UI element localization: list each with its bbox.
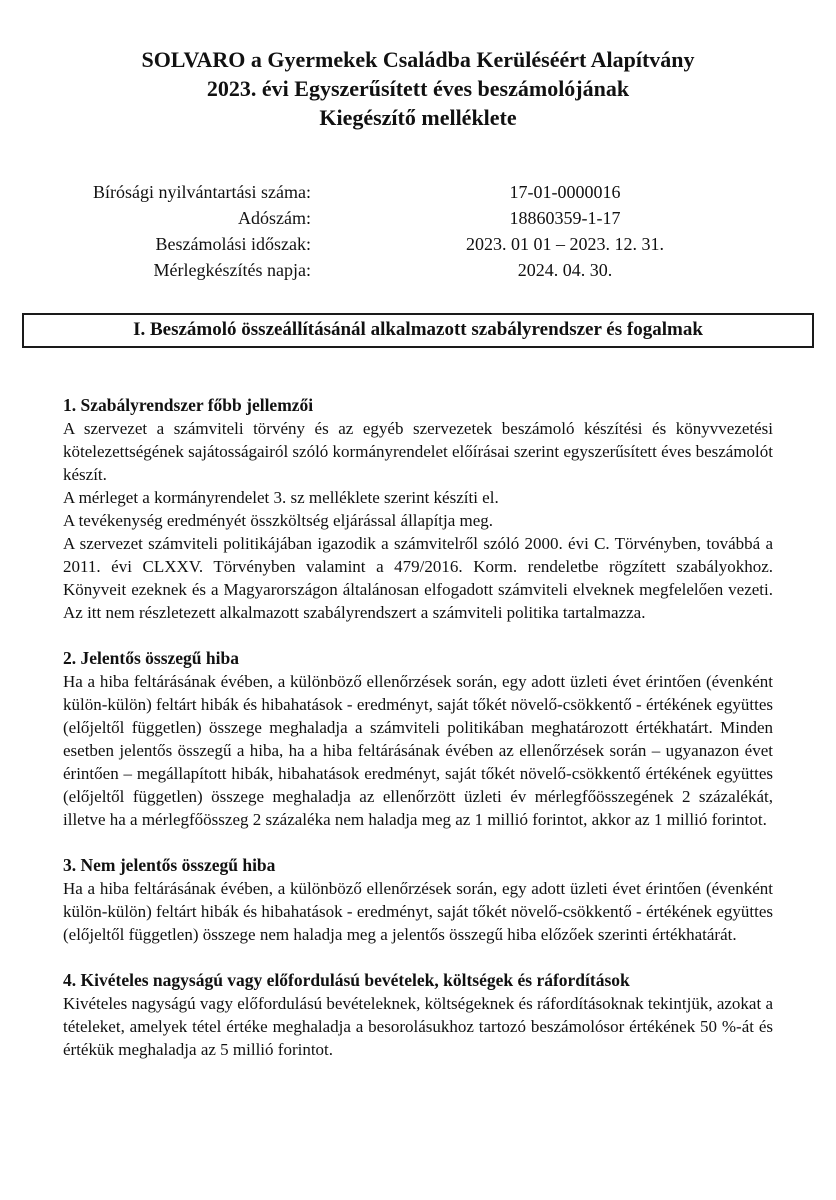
- meta-row-reporting-period: [63, 231, 773, 257]
- section-3-heading: 3. Nem jelentős összegű hiba: [63, 855, 276, 875]
- meta-value: 18860359-1-17: [509, 208, 621, 228]
- section-3-paragraph-1: Ha a hiba feltárásának évében, a különböző ellenőrzések során, egy adott üzleti évet érintően (évenként külön-külön) feltárt hibák és hibahatások - eredményt, saját tőkét növelő-csökkentő - értékének együttes (előjeltől független) összege nem haladja meg a jelentős összegű hiba előzőek szerinti értékhatárát.: [63, 879, 773, 944]
- section-1-paragraph-1: A szervezet a számviteli törvény és az egyéb szervezetek beszámoló készítési és könyvvezetési kötelezettségének sajátosságairól szóló kormányrendelet előírásai szerint egyszerűsített éves beszámolót készít.: [63, 419, 773, 484]
- title-line-1: SOLVARO a Gyermekek Családba Kerüléséért Alapítvány: [141, 47, 695, 72]
- meta-value: 2024. 04. 30.: [517, 260, 613, 280]
- meta-row-tax-number: [63, 205, 773, 231]
- meta-label: Beszámolási időszak:: [155, 234, 311, 254]
- meta-row-balance-sheet-date: [63, 257, 773, 283]
- section-3: [63, 854, 773, 946]
- section-1: [63, 394, 773, 624]
- meta-label: Adószám:: [238, 208, 311, 228]
- section-4-paragraph-1: Kivételes nagyságú vagy előfordulású bevételeknek, költségeknek és ráfordításoknak tekintjük, azokat a tételeket, amelyek tétel értéke meghaladja a besorolásukhoz tartozó beszámolósor értékének 50 %-át és értékük meghaladja az 5 millió forintot.: [63, 994, 773, 1059]
- meta-value: 17-01-0000016: [509, 182, 621, 202]
- section-2-paragraph-1: Ha a hiba feltárásának évében, a különböző ellenőrzések során, egy adott üzleti évet érintően (évenként külön-külön) feltárt hibák és hibahatások - eredményt, saját tőkét növelő-csökkentő - értékének együttes (előjeltől független) összege meghaladja a számviteli politikában meghatározott értékhatárt. Minden esetben jelentős összegű a hiba, ha a hiba feltárásának évében az ellenőrzések során – ugyanazon évet érintően – megállapított hibák, hibahatások eredményt, saját tőkét növelő-csökkentő értékének együttes (előjeltől független) összege meghaladja az ellenőrzött üzleti év mérlegfőösszegének 2 százalékát, illetve ha a mérlegfőösszeg 2 százaléka nem haladja meg az 1 millió forintot, akkor az 1 millió forintot.: [63, 672, 773, 829]
- document-title: [63, 45, 773, 132]
- chapter-heading-box: [22, 313, 814, 348]
- chapter-heading-title: I. Beszámoló összeállításánál alkalmazott szabályrendszer és fogalmak: [133, 319, 703, 340]
- section-4-heading: 4. Kivételes nagyságú vagy előfordulású bevételek, költségek és ráfordítások: [63, 970, 630, 990]
- meta-label: Mérlegkészítés napja:: [153, 260, 311, 280]
- section-1-paragraph-2: A mérleget a kormányrendelet 3. sz melléklete szerint készíti el.: [63, 488, 499, 507]
- section-1-paragraph-4: A szervezet számviteli politikájában igazodik a számvitelről szóló 2000. évi C. Törvényben, továbbá a 2011. évi CLXXV. Törvényben valamint a 479/2016. Korm. rendeletbe rögzített szabályokhoz. Könyveit ezeknek és a Magyarországon általánosan elfogadott számviteli elveknek megfelelően vezeti. Az itt nem részletezett alkalmazott szabályrendszert a számviteli politika tartalmazza.: [63, 534, 773, 622]
- section-2-heading: 2. Jelentős összegű hiba: [63, 648, 239, 668]
- section-4: [63, 969, 773, 1061]
- title-line-3: Kiegészítő melléklete: [319, 105, 517, 130]
- section-1-heading: 1. Szabályrendszer főbb jellemzői: [63, 395, 314, 415]
- meta-value: 2023. 01 01 – 2023. 12. 31.: [466, 234, 664, 254]
- meta-row-court-registration: [63, 179, 773, 205]
- title-line-2: 2023. évi Egyszerűsített éves beszámolójának: [206, 76, 630, 101]
- meta-label: Bírósági nyilvántartási száma:: [93, 182, 311, 202]
- section-1-paragraph-3: A tevékenység eredményét összköltség eljárással állapítja meg.: [63, 511, 494, 530]
- section-2: [63, 647, 773, 831]
- registration-info-block: [63, 179, 773, 283]
